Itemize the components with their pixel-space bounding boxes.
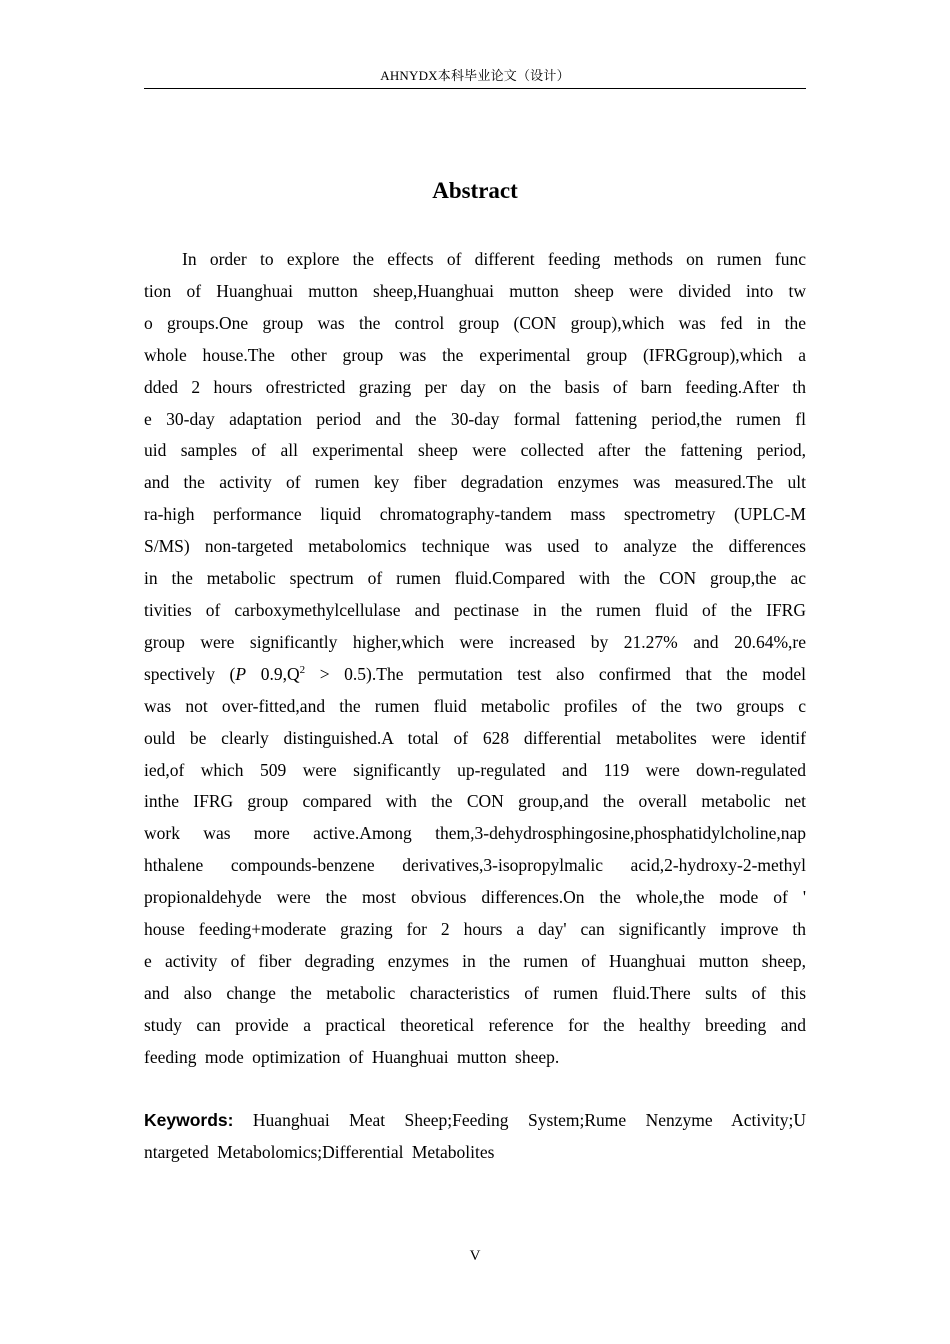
keywords-section	[144, 1105, 806, 1169]
abstract-line: e 30-day adaptation period and the 30-day formal fattening period,the rumen fl	[144, 408, 806, 429]
abstract-line: propionaldehyde were the most obvious differences.On the whole,the mode of '	[144, 887, 806, 908]
abstract-line: group were significantly higher,which were increased by 21.27% and 20.64%,re	[144, 631, 806, 652]
abstract-line: was not over-fitted,and the rumen fluid metabolic profiles of the two groups c	[144, 695, 806, 716]
abstract-line: o groups.One group was the control group (CON group),which was fed in the	[144, 312, 806, 333]
abstract-line: hthalene compounds-benzene derivatives,3-isopropylmalic acid,2-hydroxy-2-methyl	[144, 855, 806, 876]
abstract-line: and also change the metabolic characteristics of rumen fluid.There sults of this	[144, 982, 806, 1003]
abstract-line: house feeding+moderate grazing for 2 hours a day' can significantly improve th	[144, 919, 806, 940]
abstract-line: e activity of fiber degrading enzymes in the rumen of Huanghuai mutton sheep,	[144, 950, 806, 971]
abstract-line: and the activity of rumen key fiber degradation enzymes was measured.The ult	[144, 472, 806, 493]
stat-text-before: spectively (	[144, 663, 236, 684]
abstract-line: uid samples of all experimental sheep were collected after the fattening period,	[144, 440, 806, 461]
abstract-line: inthe IFRG group compared with the CON group,and the overall metabolic net	[144, 791, 806, 812]
page-number: V	[469, 1248, 481, 1264]
abstract-line: tion of Huanghuai mutton sheep,Huanghuai mutton sheep were divided into tw	[144, 280, 806, 301]
abstract-line: tivities of carboxymethylcellulase and pectinase in the rumen fluid of the IFRG	[144, 599, 806, 620]
abstract-line: study can provide a practical theoretical reference for the healthy breeding and	[144, 1014, 806, 1035]
abstract-line: ra-high performance liquid chromatography-tandem mass spectrometry (UPLC-M	[144, 504, 806, 525]
running-header	[144, 66, 806, 89]
abstract-line: in the metabolic spectrum of rumen fluid.Compared with the CON group,the ac	[144, 568, 806, 589]
abstract-title: Abstract	[432, 178, 518, 203]
stat-text-after: > 0.5).The permutation test also confirmed that the model	[305, 663, 806, 684]
keywords-line	[144, 1105, 806, 1137]
abstract-line: S/MS) non-targeted metabolomics technique was used to analyze the differences	[144, 536, 806, 557]
abstract-line: work was more active.Among them,3-dehydrosphingosine,phosphatidylcholine,nap	[144, 823, 806, 844]
abstract-line: In order to explore the effects of different feeding methods on rumen func	[182, 249, 806, 269]
abstract-line: ould be clearly distinguished.A total of 628 differential metabolites were identif	[144, 727, 806, 748]
abstract-line-statistics	[144, 659, 806, 691]
p-value-symbol: P	[235, 663, 247, 684]
abstract-line: ied,of which 509 were significantly up-regulated and 119 were down-regulated	[144, 759, 806, 780]
keywords-line-continued: ntargeted Metabolomics;Differential Metabolites	[144, 1141, 495, 1162]
keywords-text: Huanghuai Meat Sheep;Feeding System;Rume Nenzyme Activity;U	[233, 1110, 806, 1130]
abstract-line: whole house.The other group was the experimental group (IFRGgroup),which a	[144, 344, 806, 365]
q-squared-superscript: 2	[299, 663, 306, 676]
abstract-body	[144, 244, 806, 1074]
keywords-label: Keywords:	[144, 1110, 234, 1130]
abstract-line-final: feeding mode optimization of Huanghuai mutton sheep.	[144, 1046, 560, 1067]
stat-text-between: 0.9,Q	[246, 663, 300, 684]
abstract-line: dded 2 hours ofrestricted grazing per day on the basis of barn feeding.After th	[144, 376, 806, 397]
running-header-title: AHNYDX本科毕业论文（设计）	[380, 68, 570, 83]
